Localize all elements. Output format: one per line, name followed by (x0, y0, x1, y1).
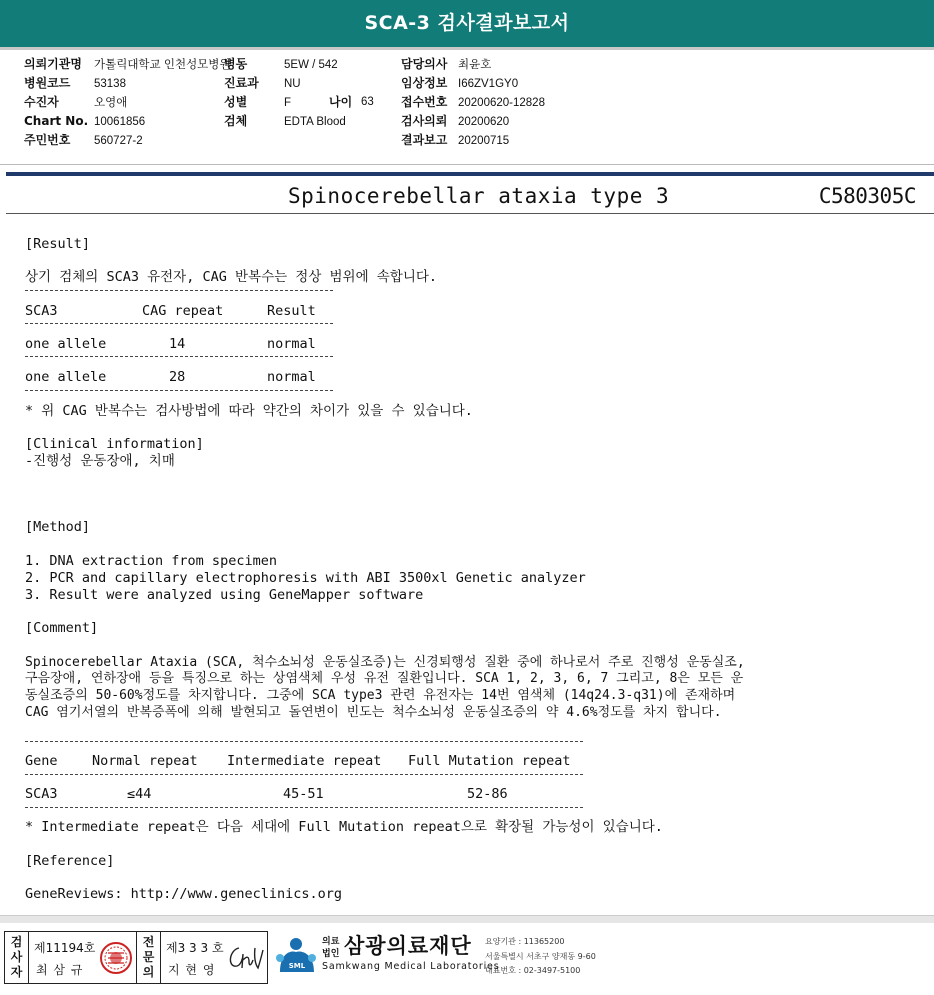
age-label: 나이 (329, 95, 353, 109)
result-divider (25, 290, 333, 291)
specialist-name: 지 현 영 (168, 963, 216, 977)
specialist-license: 제3 3 3 호 (166, 941, 224, 955)
info-row-resident-no: 주민번호 560727-2 (24, 133, 143, 147)
repeat-note: * Intermediate repeat은 다음 세대에 Full Mutation repeat으로 확장될 가능성이 있습니다. (25, 819, 663, 835)
info-divider (0, 164, 934, 165)
result-header-cag: CAG repeat (142, 303, 224, 319)
result-header-gene: SCA3 (25, 303, 58, 319)
repeat-row-full: 52-86 (467, 786, 508, 802)
lab-name: 삼광의료재단 (344, 934, 472, 958)
inspector-name: 최 삼 규 (36, 963, 84, 977)
repeat-row-gene: SCA3 (25, 786, 58, 802)
result-row-1-allele: one allele (25, 336, 107, 352)
result-row-1-result: normal (267, 336, 316, 352)
info-row-request-date: 검사의뢰 20200620 (401, 114, 510, 128)
method-item-2: 2. PCR and capillary electrophoresis with ABI 3500xl Genetic analyzer (25, 570, 586, 586)
result-summary: 상기 검체의 SCA3 유전자, CAG 반복수는 정상 범위에 속합니다. (25, 269, 438, 285)
sml-logo-icon (272, 932, 322, 978)
patient-info-col1 (24, 55, 231, 150)
info-row-receipt-no: 접수번호 20200620-12828 (401, 95, 545, 109)
signature-icon (225, 942, 265, 974)
comment-line-3: 동실조증의 50-60%정도를 차지합니다. 그중에 SCA type3 관련 유전자는 14번 염색체 (14q24.3-q31)에 존재하며 (25, 688, 736, 703)
inspector-label: 검 사 자 (5, 932, 29, 983)
comment-line-2: 구음장애, 연하장애 등을 특징으로 하는 상염색체 우성 유전 질환입니다. SCA 1, 2, 3, 6, 7 그리고, 8은 모든 운 (25, 671, 744, 686)
method-item-1: 1. DNA extraction from specimen (25, 553, 277, 569)
info-row-chart-no: Chart No. 10061856 (24, 114, 146, 128)
title-underline (0, 47, 934, 50)
reference-text: GeneReviews: http://www.geneclinics.org (25, 886, 342, 902)
lab-prefix-bottom: 법인 (322, 949, 340, 959)
footer-divider (0, 915, 934, 923)
inspector-license: 제11194호 (34, 941, 96, 955)
repeat-header-full: Full Mutation repeat (408, 753, 571, 769)
svg-text:SML: SML (288, 962, 306, 970)
repeat-header-gene: Gene (25, 753, 58, 769)
repeat-row-intermediate: 45-51 (283, 786, 324, 802)
test-name-underline (6, 213, 934, 214)
result-row-2-repeat: 28 (169, 369, 186, 385)
result-note: * 위 CAG 반복수는 검사방법에 따라 약간의 차이가 있을 수 있습니다. (25, 403, 473, 419)
specialist-cell (161, 932, 267, 983)
result-divider (25, 390, 333, 391)
repeat-table-divider (25, 741, 583, 742)
info-row-department: 진료과 NU (224, 76, 301, 90)
result-heading: [Result] (25, 236, 91, 252)
info-row-specimen: 검체 EDTA Blood (224, 114, 346, 128)
info-row-ward: 병동 5EW / 542 (224, 57, 338, 71)
info-row-institution: 의뢰기관명 가톨릭대학교 인천성모병원 (24, 57, 231, 71)
specialist-label: 전 문 의 (137, 932, 161, 983)
clinical-heading: [Clinical information] (25, 436, 204, 452)
method-item-3: 3. Result were analyzed using GeneMapper software (25, 587, 424, 603)
test-code: C580305C (818, 184, 916, 208)
info-row-hospital-code: 병원코드 53138 (24, 76, 126, 90)
info-row-report-date: 결과보고 20200715 (401, 133, 510, 147)
comment-heading: [Comment] (25, 620, 99, 636)
lab-code: 요양기관 : 11365200 (485, 937, 565, 946)
info-row-sex: 성별 F 나이 63 (224, 93, 346, 112)
repeat-table-divider (25, 807, 583, 808)
result-row-2-result: normal (267, 369, 316, 385)
reference-heading: [Reference] (25, 853, 115, 869)
result-divider (25, 323, 333, 324)
lab-address: 서울특별시 서초구 양재동 9-60 (485, 952, 596, 961)
inspector-seal-icon (99, 941, 133, 975)
inspector-cell (29, 932, 137, 983)
method-heading: [Method] (25, 519, 91, 535)
repeat-row-normal: ≤44 (127, 786, 152, 802)
repeat-header-intermediate: Intermediate repeat (227, 753, 382, 769)
result-divider (25, 356, 333, 357)
patient-info-col3 (401, 55, 545, 150)
test-name: Spinocerebellar ataxia type 3 (288, 184, 670, 208)
result-row-2-allele: one allele (25, 369, 107, 385)
lab-english-name: Samkwang Medical Laboratories (322, 961, 500, 972)
info-row-doctor: 담당의사 최윤호 (401, 57, 492, 71)
lab-phone: 대표번호 : 02-3497-5100 (485, 966, 581, 975)
report-title: SCA-3 검사결과보고서 (0, 0, 934, 47)
age-value: 63 (361, 96, 374, 108)
result-header-result: Result (267, 303, 316, 319)
section-rule (6, 172, 934, 176)
result-row-1-repeat: 14 (169, 336, 186, 352)
comment-line-1: Spinocerebellar Ataxia (SCA, 척수소뇌성 운동실조증)는 신경퇴행성 질환 중에 하나로서 주로 진행성 운동실조, (25, 655, 745, 670)
patient-info-col2 (224, 55, 374, 131)
info-row-patient: 수진자 오영애 (24, 95, 128, 109)
lab-prefix-top: 의료 (322, 937, 340, 947)
clinical-text: -진행성 운동장애, 치매 (25, 453, 175, 469)
repeat-header-normal: Normal repeat (92, 753, 198, 769)
repeat-table-divider (25, 774, 583, 775)
signature-box (4, 931, 268, 984)
info-row-clinical: 임상정보 I66ZV1GY0 (401, 76, 519, 90)
comment-line-4: CAG 염기서열의 반복증폭에 의해 발현되고 돌연변이 빈도는 척수소뇌성 운동실조증의 약 4.6%정도를 차지 합니다. (25, 705, 722, 720)
